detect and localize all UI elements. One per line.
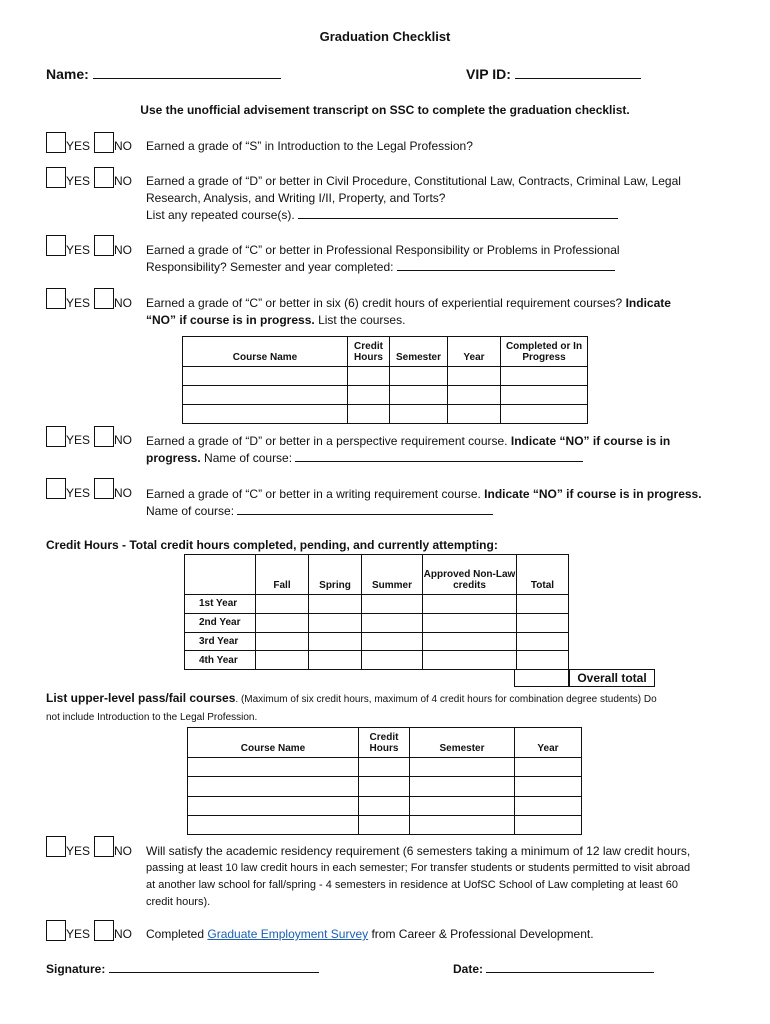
yes-no-row-3 [0, 235, 146, 259]
question-7-line-4: credit hours). [146, 896, 211, 908]
table-cell[interactable] [256, 651, 309, 670]
yes-checkbox[interactable] [46, 478, 66, 498]
vip-field[interactable] [515, 66, 641, 79]
table-row [185, 651, 569, 670]
credit-hours-table [184, 554, 569, 670]
semester-year-field[interactable] [397, 260, 615, 271]
table-cell[interactable] [348, 405, 390, 424]
table-cell[interactable] [362, 595, 423, 614]
vip-label: VIP ID: [466, 66, 511, 82]
column-header: Semester [410, 728, 515, 758]
question-4-bold-1: Indicate [625, 296, 671, 310]
table-cell[interactable] [359, 796, 410, 815]
question-6 [146, 486, 746, 520]
table-cell[interactable] [309, 651, 362, 670]
no-checkbox[interactable] [94, 836, 114, 856]
column-header: Approved Non-Law credits [423, 555, 517, 595]
question-1: Earned a grade of “S” in Introduction to the Legal Profession? [146, 139, 473, 153]
writing-course-field[interactable] [237, 504, 493, 515]
table-cell[interactable] [410, 777, 515, 796]
yes-checkbox[interactable] [46, 235, 66, 255]
column-header: Year [515, 728, 582, 758]
date-row [453, 961, 654, 976]
question-5-bold-1: Indicate “NO” if course is in [510, 434, 671, 448]
pass-fail-bold: List upper-level pass/fail courses [46, 691, 236, 705]
question-3 [146, 242, 736, 276]
column-header: Semester [390, 337, 448, 367]
table-cell[interactable] [183, 386, 348, 405]
yes-checkbox[interactable] [46, 167, 66, 187]
yes-label: YES [66, 174, 91, 188]
table-row [185, 595, 569, 614]
table-cell[interactable] [348, 367, 390, 386]
table-cell[interactable] [501, 405, 588, 424]
question-7-line-2: passing at least 10 law credit hours in each semester; For transfer students or students permitted to visit abroad [146, 862, 691, 874]
row-label: 2nd Year [185, 613, 256, 632]
table-cell[interactable] [359, 815, 410, 834]
name-label: Name: [46, 66, 89, 82]
table-cell[interactable] [515, 758, 582, 777]
question-7-line-3: at another law school for fall/spring - 4 semesters in residence at UofSC School of Law completing at least 60 [146, 879, 678, 891]
overall-total-label: Overall total [569, 669, 655, 687]
pass-fail-note-2: not include Introduction to the Legal Profession. [46, 712, 258, 723]
table-cell[interactable] [359, 758, 410, 777]
name-field[interactable] [93, 66, 281, 79]
course-name-label: Name of course: [204, 451, 293, 465]
column-header: Summer [362, 555, 423, 595]
column-header: Fall [256, 555, 309, 595]
yes-label: YES [66, 243, 91, 257]
table-cell[interactable] [501, 367, 588, 386]
column-header: Spring [309, 555, 362, 595]
no-checkbox[interactable] [94, 288, 114, 308]
column-header: Credit Hours [359, 728, 410, 758]
question-2-line-1: Earned a grade of “D” or better in Civil Procedure, Constitutional Law, Contracts, Criminal Law, Legal [146, 174, 681, 188]
question-7-line-1: Will satisfy the academic residency requirement (6 semesters taking a minimum of 12 law credit hours, [146, 844, 691, 858]
table-cell[interactable] [517, 651, 569, 670]
perspective-course-field[interactable] [295, 451, 583, 462]
course-name-label: Name of course: [146, 504, 235, 518]
table-cell[interactable] [362, 613, 423, 632]
question-6-bold: Indicate “NO” if course is in progress. [484, 487, 702, 501]
overall-total-cell[interactable] [514, 669, 569, 687]
date-label: Date: [453, 962, 484, 976]
repeated-courses-label: List any repeated course(s). [146, 208, 295, 222]
no-label: NO [114, 139, 132, 153]
question-8-pre: Completed [146, 927, 205, 941]
row-label: 3rd Year [185, 632, 256, 651]
no-checkbox[interactable] [94, 478, 114, 498]
name-row [46, 66, 281, 84]
pass-fail-note: . (Maximum of six credit hours, maximum of 4 credit hours for combination degree students) Do [235, 694, 657, 705]
table-row [188, 796, 582, 815]
date-field[interactable] [486, 961, 654, 973]
table-cell[interactable] [183, 405, 348, 424]
table-cell[interactable] [515, 796, 582, 815]
column-header: Year [448, 337, 501, 367]
table-cell[interactable] [515, 777, 582, 796]
table-cell[interactable] [517, 613, 569, 632]
table-cell[interactable] [183, 367, 348, 386]
question-8 [146, 926, 736, 943]
signature-label: Signature: [46, 962, 106, 976]
no-label: NO [114, 243, 132, 257]
table-row [183, 386, 588, 405]
question-5-line-1: Earned a grade of “D” or better in a perspective requirement course. [146, 434, 508, 448]
question-4-tail: List the courses. [318, 313, 406, 327]
table-cell[interactable] [423, 613, 517, 632]
experiential-courses-table [182, 336, 588, 424]
semester-year-label: Responsibility? Semester and year completed: [146, 260, 394, 274]
yes-checkbox[interactable] [46, 132, 66, 152]
table-row [188, 758, 582, 777]
table-cell[interactable] [390, 367, 448, 386]
table-cell[interactable] [309, 632, 362, 651]
yes-label: YES [66, 139, 91, 153]
yes-label: YES [66, 927, 91, 941]
table-cell[interactable] [348, 386, 390, 405]
table-cell[interactable] [188, 777, 359, 796]
signature-row [46, 961, 319, 976]
corner-cell [185, 555, 256, 595]
table-cell[interactable] [359, 777, 410, 796]
table-cell[interactable] [448, 367, 501, 386]
yes-label: YES [66, 296, 91, 310]
no-checkbox[interactable] [94, 235, 114, 255]
yes-checkbox[interactable] [46, 920, 66, 940]
yes-label: YES [66, 486, 91, 500]
signature-field[interactable] [109, 961, 319, 973]
table-cell[interactable] [390, 386, 448, 405]
row-label: 1st Year [185, 595, 256, 614]
question-2 [146, 173, 736, 224]
repeated-courses-field[interactable] [298, 208, 618, 219]
table-cell[interactable] [448, 386, 501, 405]
question-5-bold-2: progress. [146, 451, 201, 465]
question-2-line-2: Research, Analysis, and Writing I/II, Property, and Torts? [146, 191, 446, 205]
table-cell[interactable] [410, 796, 515, 815]
no-label: NO [114, 174, 132, 188]
table-cell[interactable] [423, 595, 517, 614]
column-header: Credit Hours [348, 337, 390, 367]
table-cell[interactable] [362, 651, 423, 670]
question-7 [146, 843, 746, 911]
table-cell[interactable] [515, 815, 582, 834]
row-label: 4th Year [185, 651, 256, 670]
question-3-line-1: Earned a grade of “C” or better in Professional Responsibility or Problems in Professional [146, 243, 620, 257]
yes-no-row-2 [0, 167, 146, 191]
table-cell[interactable] [423, 632, 517, 651]
yes-no-row-4 [0, 288, 146, 312]
table-cell[interactable] [390, 405, 448, 424]
table-cell[interactable] [188, 758, 359, 777]
table-cell[interactable] [517, 632, 569, 651]
table-row [183, 367, 588, 386]
table-cell[interactable] [256, 632, 309, 651]
no-checkbox[interactable] [94, 167, 114, 187]
question-2-line-3 [146, 207, 736, 224]
yes-no-row-1 [0, 132, 146, 156]
column-header: Completed or In Progress [501, 337, 588, 367]
instruction-text: Use the unofficial advisement transcript on SSC to complete the graduation checklist. [140, 103, 630, 117]
table-row [188, 777, 582, 796]
no-checkbox[interactable] [94, 920, 114, 940]
column-header: Total [517, 555, 569, 595]
yes-label: YES [66, 433, 91, 447]
table-cell[interactable] [188, 796, 359, 815]
table-cell[interactable] [309, 613, 362, 632]
table-row [188, 815, 582, 834]
table-cell[interactable] [517, 595, 569, 614]
no-label: NO [114, 296, 132, 310]
question-4-bold-2: “NO” if course is in progress. [146, 313, 315, 327]
question-6-line-1: Earned a grade of “C” or better in a writing requirement course. [146, 487, 481, 501]
no-label: NO [114, 433, 132, 447]
graduate-employment-survey-link[interactable]: Graduate Employment Survey [207, 927, 369, 941]
credit-hours-heading: Credit Hours - Total credit hours completed, pending, and currently attempting: [46, 538, 498, 552]
yes-checkbox[interactable] [46, 426, 66, 446]
no-checkbox[interactable] [94, 132, 114, 152]
table-cell[interactable] [188, 815, 359, 834]
table-cell[interactable] [410, 815, 515, 834]
yes-checkbox[interactable] [46, 288, 66, 308]
no-label: NO [114, 927, 132, 941]
table-cell[interactable] [256, 613, 309, 632]
pass-fail-heading [46, 690, 736, 726]
yes-no-row-5 [0, 426, 146, 450]
table-row [183, 405, 588, 424]
vip-row [466, 66, 641, 84]
yes-checkbox[interactable] [46, 836, 66, 856]
yes-no-row-8 [0, 920, 146, 944]
question-4-line-1: Earned a grade of “C” or better in six (6) credit hours of experiential requirement courses? [146, 296, 623, 310]
question-8-post: from Career & Professional Development. [371, 927, 594, 941]
yes-label: YES [66, 844, 91, 858]
table-cell[interactable] [410, 758, 515, 777]
yes-no-row-7 [0, 836, 146, 860]
column-header: Course Name [183, 337, 348, 367]
table-cell[interactable] [501, 386, 588, 405]
table-cell[interactable] [423, 651, 517, 670]
no-label: NO [114, 844, 132, 858]
table-row [185, 613, 569, 632]
yes-no-row-6 [0, 478, 146, 502]
table-cell[interactable] [256, 595, 309, 614]
pass-fail-courses-table [187, 727, 582, 835]
question-3-line-2 [146, 259, 736, 276]
table-cell[interactable] [362, 632, 423, 651]
no-checkbox[interactable] [94, 426, 114, 446]
table-row [185, 632, 569, 651]
question-5 [146, 433, 736, 467]
table-cell[interactable] [309, 595, 362, 614]
question-4 [146, 295, 736, 329]
table-cell[interactable] [448, 405, 501, 424]
page-title: Graduation Checklist [319, 29, 451, 44]
no-label: NO [114, 486, 132, 500]
column-header: Course Name [188, 728, 359, 758]
